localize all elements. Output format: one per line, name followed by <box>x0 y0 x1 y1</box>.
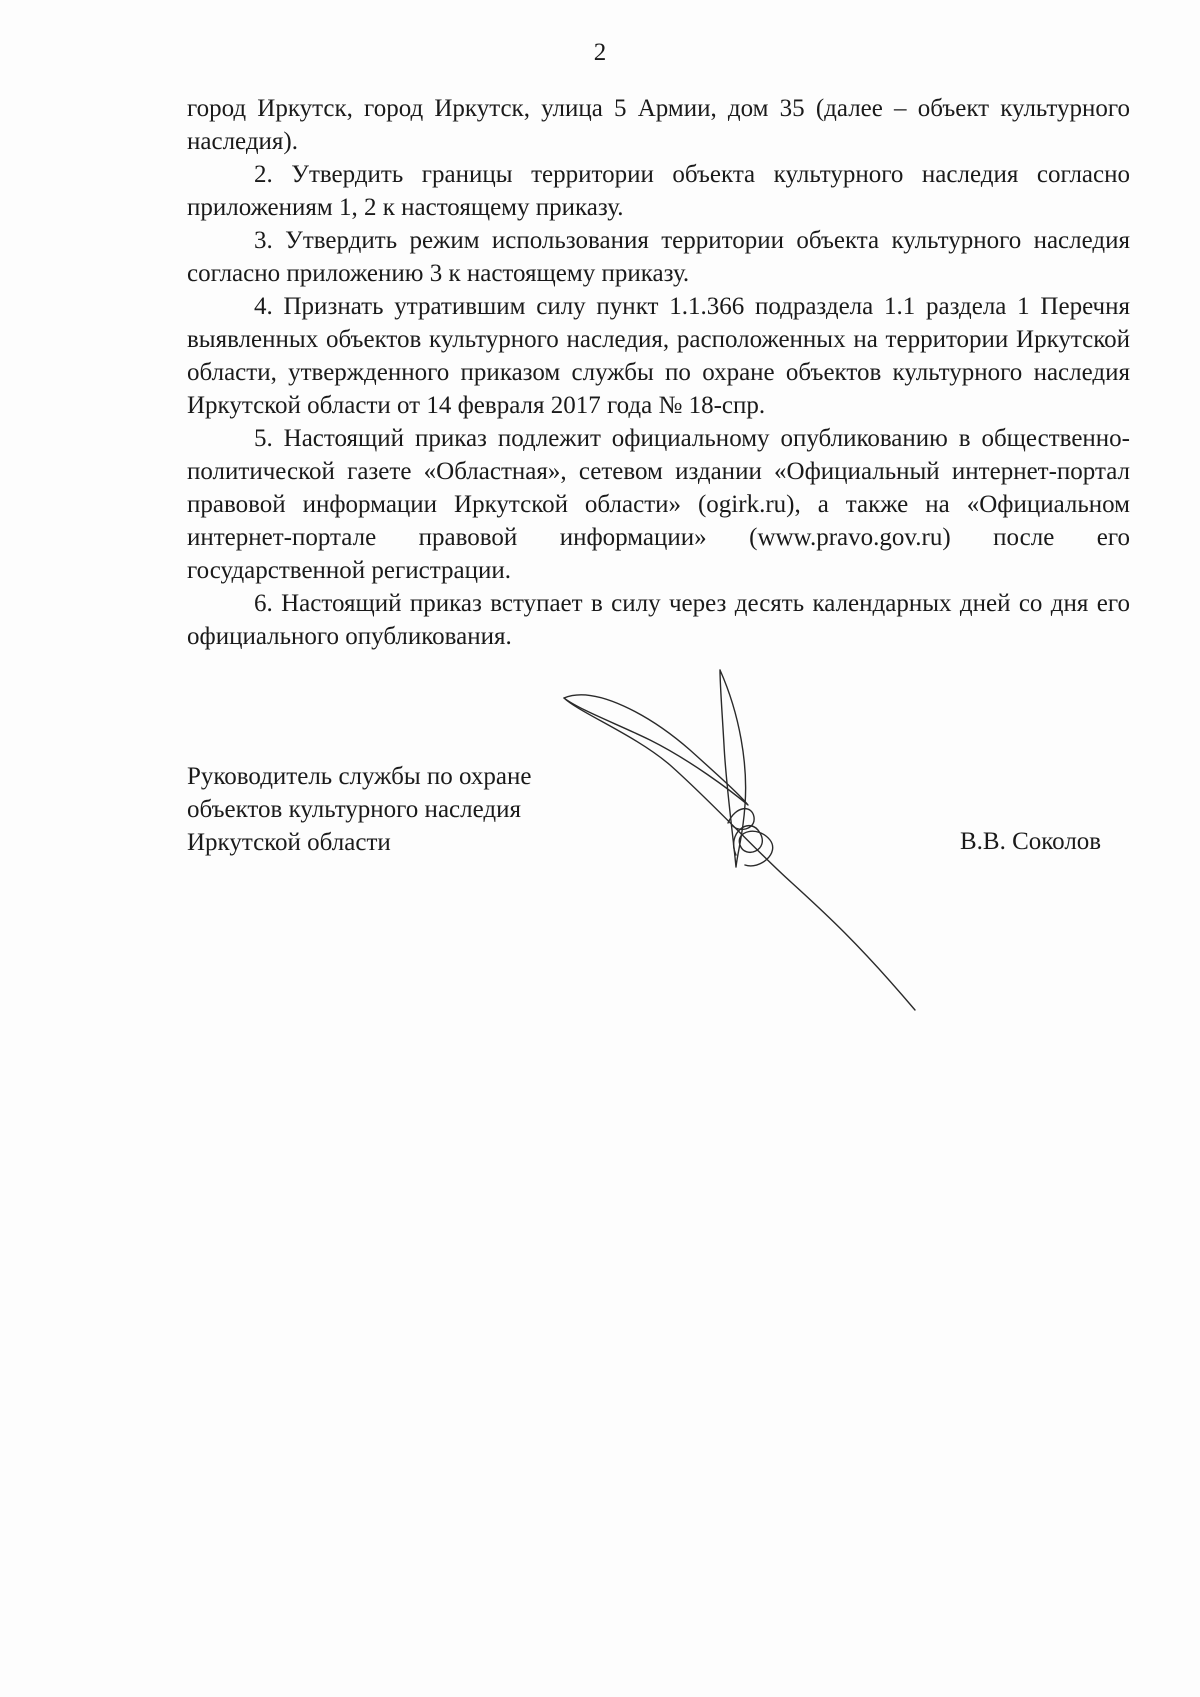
signer-position-line: Иркутской области <box>187 829 391 856</box>
document-body <box>187 92 1130 653</box>
signature-stroke <box>720 670 746 867</box>
paragraph-item-4: 4. Признать утратившим силу пункт 1.1.366 подраздела 1.1 раздела 1 Перечня выявленных объектов культурного наследия, расположенных на территории Иркутской области, утвержденного приказом службы по охране объектов культурного наследия Иркутской области от 14 февраля 2017 года № 18-спр. <box>187 293 1130 419</box>
signature-stroke <box>564 698 915 1010</box>
handwritten-signature <box>540 655 940 1025</box>
signer-position-line: объектов культурного наследия <box>187 796 521 823</box>
paragraph-continuation: город Иркутск, город Иркутск, улица 5 Армии, дом 35 (далее – объект культурного наследия). <box>187 95 1130 155</box>
paragraph-item-5: 5. Настоящий приказ подлежит официальному опубликованию в общественно-политической газете «Областная», сетевом издании «Официальный интернет-портал правовой информации Иркутской области» (ogirk.ru), а также на «Официальном интернет-портале правовой информации» (www.pravo.gov.ru) после его государственной регистрации. <box>187 425 1130 584</box>
page-number: 2 <box>593 39 607 66</box>
paragraph-item-3: 3. Утвердить режим использования территории объекта культурного наследия согласно приложению 3 к настоящему приказу. <box>187 227 1130 287</box>
paragraph-item-2: 2. Утвердить границы территории объекта культурного наследия согласно приложениям 1, 2 к настоящему приказу. <box>187 161 1130 221</box>
paragraph-item-6: 6. Настоящий приказ вступает в силу через десять календарных дней со дня его официального опубликования. <box>187 590 1130 650</box>
signer-name: В.В. Соколов <box>960 828 1102 855</box>
signer-position-line: Руководитель службы по охране <box>187 763 532 790</box>
signature-drawing <box>540 655 940 1025</box>
signature-stroke <box>564 695 748 805</box>
